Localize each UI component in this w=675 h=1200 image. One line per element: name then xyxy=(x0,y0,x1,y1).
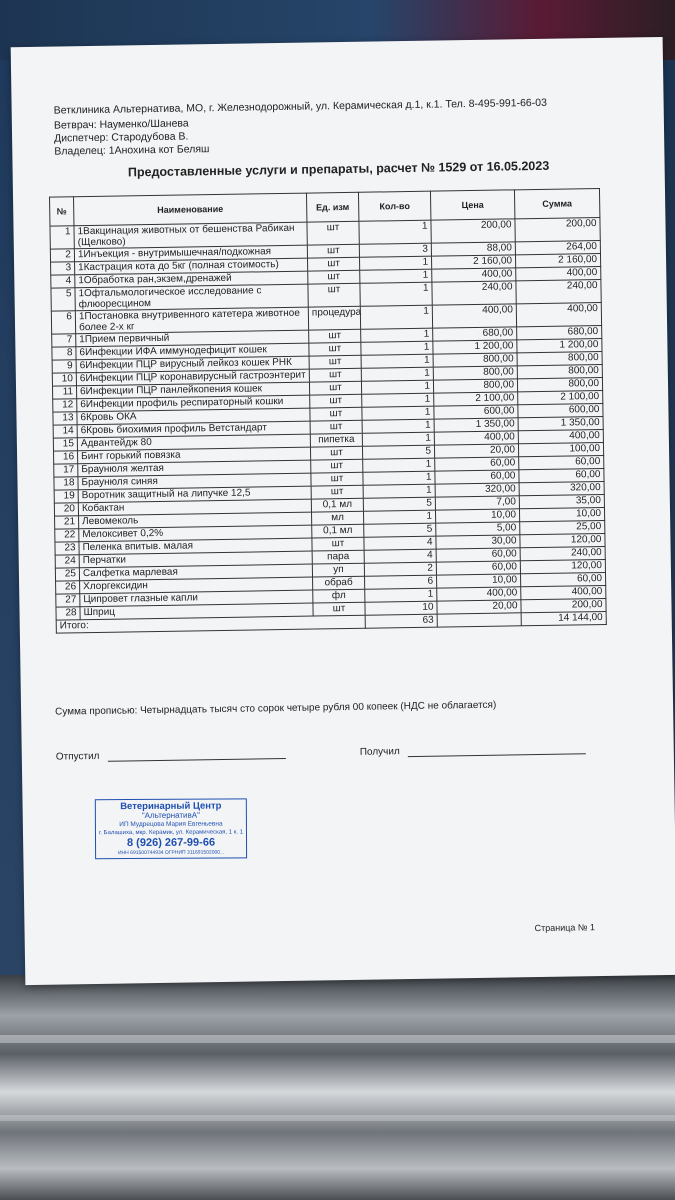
row-sum: 60,00 xyxy=(520,572,605,586)
row-number: 22 xyxy=(55,529,79,542)
row-qty: 1 xyxy=(361,328,433,342)
row-sum: 120,00 xyxy=(520,533,605,547)
row-price: 400,00 xyxy=(432,268,516,282)
row-name: Левомеколь xyxy=(79,512,312,529)
page-number: Страница № 1 xyxy=(534,922,596,934)
received-signature-line xyxy=(408,753,586,757)
row-qty: 1 xyxy=(360,305,432,329)
row-number: 14 xyxy=(53,425,77,438)
row-qty: 1 xyxy=(363,510,435,524)
row-name: 1Прием первичный xyxy=(76,330,309,347)
row-qty: 1 xyxy=(363,484,435,498)
row-price: 600,00 xyxy=(434,405,518,419)
row-price: 10,00 xyxy=(437,574,521,588)
row-qty: 4 xyxy=(364,549,436,563)
row-unit: шт xyxy=(307,244,359,258)
stamp-line-6: ИНН 691500744934 ОГРНИП 311691502000... xyxy=(117,849,225,857)
row-name: Салфетка марлевая xyxy=(79,564,312,581)
row-qty: 1 xyxy=(361,354,433,368)
row-price: 7,00 xyxy=(435,496,519,510)
row-unit: 0,1 мл xyxy=(311,498,363,512)
row-sum: 200,00 xyxy=(515,218,600,242)
row-price: 20,00 xyxy=(437,600,521,614)
row-price: 1 350,00 xyxy=(434,418,518,432)
row-sum: 600,00 xyxy=(518,403,603,417)
row-name: Хлоргексидин xyxy=(80,577,313,594)
row-number: 18 xyxy=(54,477,78,490)
row-name: 6Инфекции профиль респираторный кошки xyxy=(77,395,310,412)
row-name: Адвантейдж 80 xyxy=(77,434,310,451)
row-number: 1 xyxy=(50,226,74,249)
row-name: 1Инъекция - внутримышечная/подкожная xyxy=(74,245,307,262)
row-unit: шт xyxy=(307,221,359,245)
row-name: Шприц xyxy=(80,603,313,620)
row-number: 13 xyxy=(53,412,77,425)
row-price: 800,00 xyxy=(433,379,517,393)
row-price: 60,00 xyxy=(436,561,520,575)
row-sum: 120,00 xyxy=(520,559,605,573)
row-sum: 100,00 xyxy=(518,442,603,456)
row-unit: пара xyxy=(312,550,364,564)
released-label: Отпустил xyxy=(55,750,100,763)
total-label: Итого: xyxy=(56,615,365,633)
row-qty: 1 xyxy=(360,282,432,306)
row-price: 88,00 xyxy=(431,242,515,256)
row-number: 23 xyxy=(55,542,79,555)
row-unit: процедура xyxy=(308,306,360,330)
stamp-line-1: Ветеринарный Центр xyxy=(120,800,222,813)
row-sum: 400,00 xyxy=(518,429,603,443)
invoice-paper xyxy=(11,37,675,985)
row-qty: 10 xyxy=(365,601,437,615)
row-unit: шт xyxy=(312,537,364,551)
row-number: 11 xyxy=(52,386,76,399)
row-qty: 1 xyxy=(363,471,435,485)
row-sum: 35,00 xyxy=(519,494,604,508)
row-unit: шт xyxy=(310,446,362,460)
row-price: 200,00 xyxy=(431,219,515,243)
released-signature xyxy=(56,748,286,763)
row-name: 1Обработка ран,экзем,дренажей xyxy=(75,271,308,288)
row-unit: пипетка xyxy=(310,433,362,447)
row-name: 1Офтальмологическое исследование с флюоресцином xyxy=(75,284,308,311)
row-price: 2 160,00 xyxy=(431,255,515,269)
row-unit: шт xyxy=(310,407,362,421)
row-qty: 3 xyxy=(359,243,431,257)
row-name: 6Инфекции ИФА иммунодефицит кошек xyxy=(76,343,309,360)
row-number: 17 xyxy=(54,464,78,477)
row-price: 60,00 xyxy=(436,548,520,562)
row-qty: 1 xyxy=(360,269,432,283)
row-number: 9 xyxy=(52,360,76,373)
row-sum: 2 100,00 xyxy=(518,390,603,404)
row-name: Браунюля желтая xyxy=(78,460,311,477)
dispatcher-line: Диспетчер: Стародубова В. xyxy=(54,130,189,145)
row-price: 2 100,00 xyxy=(434,392,518,406)
row-sum: 240,00 xyxy=(516,279,601,303)
row-qty: 1 xyxy=(359,220,431,244)
row-number: 16 xyxy=(54,451,78,464)
row-name: 1Кастрация кота до 5кг (полная стоимость) xyxy=(75,258,308,275)
row-unit: шт xyxy=(310,394,362,408)
col-qty: Кол-во xyxy=(358,191,430,221)
row-sum: 25,00 xyxy=(520,520,605,534)
row-name: 1Вакцинация животных от бешенства Рабикан (Щелково) xyxy=(74,222,307,249)
row-name: Перчатки xyxy=(79,551,312,568)
col-number: № xyxy=(50,197,74,226)
row-number: 20 xyxy=(54,503,78,516)
row-qty: 2 xyxy=(364,562,436,576)
stamp-phone: 8 (926) 267-99-66 xyxy=(126,836,216,850)
row-unit: шт xyxy=(308,270,360,284)
row-number: 10 xyxy=(52,373,76,386)
row-unit: 0,1 мл xyxy=(312,524,364,538)
row-unit: фл xyxy=(313,589,365,603)
row-price: 30,00 xyxy=(436,535,520,549)
row-number: 26 xyxy=(56,581,80,594)
row-name: 6Инфекции ПЦР вирусный лейкоз кошек РНК xyxy=(76,356,309,373)
row-number: 21 xyxy=(55,516,79,529)
row-price: 60,00 xyxy=(435,470,519,484)
row-sum: 400,00 xyxy=(516,302,601,326)
row-price: 60,00 xyxy=(435,457,519,471)
row-name: Мелоксивет 0,2% xyxy=(79,525,312,542)
row-unit: шт xyxy=(309,329,361,343)
row-sum: 200,00 xyxy=(521,598,606,612)
row-name: 6Инфекции ПЦР панлейкопения кошек xyxy=(76,382,309,399)
row-unit: шт xyxy=(313,602,365,616)
row-name: Браунюля синяя xyxy=(78,473,311,490)
row-qty: 5 xyxy=(362,445,434,459)
row-number: 28 xyxy=(56,607,80,620)
row-name: 6Кровь биохимия профиль Ветстандарт xyxy=(77,421,310,438)
row-number: 12 xyxy=(53,399,77,412)
row-unit: шт xyxy=(311,485,363,499)
row-sum: 800,00 xyxy=(517,377,602,391)
row-number: 27 xyxy=(56,594,80,607)
row-unit: мл xyxy=(311,511,363,525)
row-qty: 1 xyxy=(362,406,434,420)
row-number: 7 xyxy=(52,334,76,347)
row-sum: 10,00 xyxy=(519,507,604,521)
row-qty: 6 xyxy=(365,575,437,589)
stamp-line-3: ИП Мудрецова Мария Евгеньевна xyxy=(119,820,223,829)
row-name: 6Инфекции ПЦР коронавирусный гастроэнтерит xyxy=(76,369,309,386)
row-sum: 400,00 xyxy=(521,585,606,599)
row-qty: 1 xyxy=(363,458,435,472)
table-body xyxy=(50,218,606,621)
row-price: 20,00 xyxy=(434,444,518,458)
row-number: 24 xyxy=(55,555,79,568)
row-unit: уп xyxy=(312,563,364,577)
row-price: 400,00 xyxy=(437,587,521,601)
services-table xyxy=(49,188,607,634)
col-unit: Ед. изм xyxy=(306,192,358,222)
background-metal-surface xyxy=(0,975,675,1200)
row-number: 15 xyxy=(53,438,77,451)
total-sum: 14 144,00 xyxy=(521,611,606,625)
row-qty: 5 xyxy=(363,497,435,511)
row-price: 320,00 xyxy=(435,483,519,497)
row-sum: 60,00 xyxy=(519,468,604,482)
stamp-line-4: г. Балашиха, мкр. Керамик, ул. Керамическая, 1 к. 1 xyxy=(98,829,244,837)
row-sum: 320,00 xyxy=(519,481,604,495)
col-name: Наименование xyxy=(74,193,307,226)
row-number: 2 xyxy=(50,249,74,262)
document-title: Предоставленные услуги и препараты, расчет № 1529 от 16.05.2023 xyxy=(127,158,550,180)
row-price: 400,00 xyxy=(434,431,518,445)
row-price: 10,00 xyxy=(435,509,519,523)
row-price: 5,00 xyxy=(436,522,520,536)
row-sum: 800,00 xyxy=(517,364,602,378)
row-number: 6 xyxy=(51,311,75,334)
row-name: Бинт горький повязка xyxy=(78,447,311,464)
row-name: Воротник защитный на липучке 12,5 xyxy=(78,486,311,503)
row-sum: 1 350,00 xyxy=(518,416,603,430)
row-number: 25 xyxy=(55,568,79,581)
row-qty: 1 xyxy=(362,432,434,446)
row-name: Кобактан xyxy=(78,499,311,516)
received-label: Получил xyxy=(359,746,400,758)
total-qty: 63 xyxy=(365,614,437,628)
row-price: 800,00 xyxy=(433,353,517,367)
row-sum: 800,00 xyxy=(517,351,602,365)
row-unit: шт xyxy=(310,420,362,434)
row-number: 8 xyxy=(52,347,76,360)
col-price: Цена xyxy=(430,190,514,220)
row-price: 400,00 xyxy=(432,304,516,328)
row-sum: 240,00 xyxy=(520,546,605,560)
row-sum: 264,00 xyxy=(515,241,600,255)
row-qty: 1 xyxy=(361,341,433,355)
row-qty: 4 xyxy=(364,536,436,550)
stamp-line-2: "АльтернативА" xyxy=(141,810,200,820)
sum-in-words: Сумма прописью: Четырнадцать тысяч сто сорок четыре рубля 00 копеек (НДС не облагается) xyxy=(55,699,497,718)
row-qty: 1 xyxy=(360,256,432,270)
row-unit: шт xyxy=(309,381,361,395)
vet-line: Ветврач: Науменко/Шанева xyxy=(53,117,189,132)
row-unit: шт xyxy=(309,368,361,382)
row-qty: 5 xyxy=(364,523,436,537)
row-price: 680,00 xyxy=(433,327,517,341)
row-unit: шт xyxy=(311,472,363,486)
row-qty: 1 xyxy=(362,419,434,433)
col-sum: Сумма xyxy=(514,189,599,219)
row-number: 3 xyxy=(51,262,75,275)
row-qty: 1 xyxy=(365,588,437,602)
row-unit: обраб xyxy=(313,576,365,590)
row-name: 1Постановка внутривенного катетера животное более 2-х кг xyxy=(75,307,308,334)
clinic-line: Ветклиника Альтернатива, МО, г. Железнодорожный, ул. Керамическая д.1, к.1. Тел. 8-495-991-66-03 xyxy=(53,96,547,117)
row-sum: 1 200,00 xyxy=(517,338,602,352)
row-qty: 1 xyxy=(361,367,433,381)
row-number: 4 xyxy=(51,275,75,288)
row-number: 5 xyxy=(51,288,75,311)
row-qty: 1 xyxy=(361,380,433,394)
received-signature xyxy=(360,743,586,758)
row-unit: шт xyxy=(309,355,361,369)
owner-line: Владелец: 1Анохина кот Беляш xyxy=(54,143,210,158)
row-sum: 680,00 xyxy=(517,325,602,339)
row-unit: шт xyxy=(308,257,360,271)
row-sum: 400,00 xyxy=(516,267,601,281)
row-sum: 2 160,00 xyxy=(515,254,600,268)
released-signature-line xyxy=(108,758,286,762)
row-price: 240,00 xyxy=(432,281,516,305)
row-qty: 1 xyxy=(362,393,434,407)
row-sum: 60,00 xyxy=(519,455,604,469)
row-name: 6Кровь ОКА xyxy=(77,408,310,425)
row-price: 1 200,00 xyxy=(433,340,517,354)
row-price: 800,00 xyxy=(433,366,517,380)
row-unit: шт xyxy=(309,342,361,356)
row-unit: шт xyxy=(308,283,360,307)
row-number: 19 xyxy=(54,490,78,503)
row-name: Ципровет глазные капли xyxy=(80,590,313,607)
row-name: Пеленка впитыв. малая xyxy=(79,538,312,555)
row-unit: шт xyxy=(311,459,363,473)
clinic-stamp xyxy=(95,798,247,859)
